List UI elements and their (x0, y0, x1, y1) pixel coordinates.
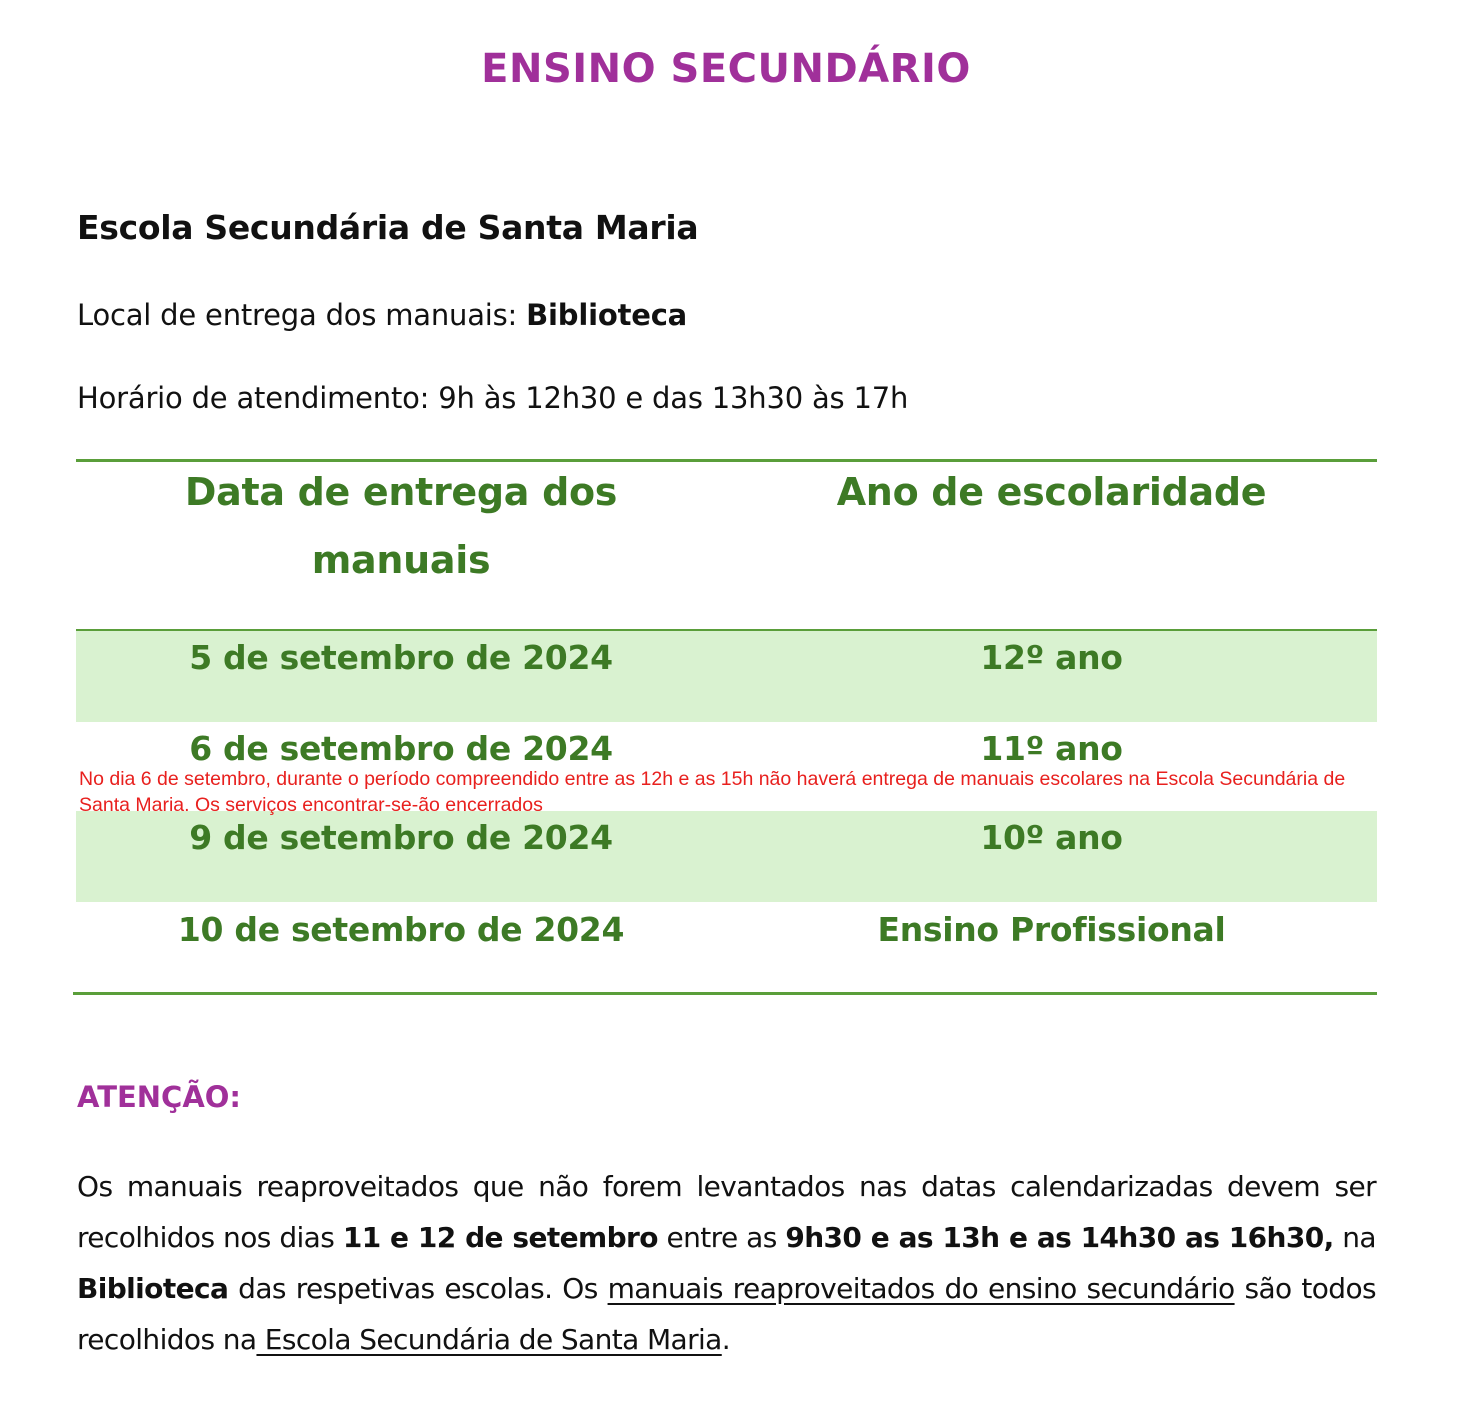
location-label: Local de entrega dos manuais: (77, 298, 527, 332)
header-school-year (726, 458, 1377, 526)
attention-heading: ATENÇÃO: (77, 1080, 242, 1114)
table-row-3-year: 10º ano (980, 818, 1123, 857)
attention-paragraph (77, 1161, 1376, 1365)
opening-hours: Horário de atendimento: 9h às 12h30 e das 13h30 às 17h (77, 381, 909, 415)
page-title: ENSINO SECUNDÁRIO (481, 46, 971, 92)
school-name: Escola Secundária de Santa Maria (77, 208, 699, 247)
delivery-location (77, 298, 687, 332)
attention-times: 9h30 e as 13h e as 14h30 as 16h30, (785, 1221, 1334, 1254)
table-row-4-year: Ensino Profissional (877, 910, 1226, 949)
attention-text-6: . (721, 1323, 731, 1356)
table-row-2-year: 11º ano (980, 729, 1123, 768)
attention-days: 11 e 12 de setembro (342, 1221, 658, 1254)
table-row-1-date: 5 de setembro de 2024 (189, 638, 613, 677)
table-row-1-year: 12º ano (980, 638, 1123, 677)
attention-text-5: são todos recolhidos na (77, 1272, 1377, 1356)
attention-place: Biblioteca (77, 1272, 229, 1305)
attention-text-3: na (1333, 1221, 1376, 1254)
table-bottom-rule (73, 992, 1377, 995)
table-row-2-date: 6 de setembro de 2024 (189, 729, 613, 768)
table-row-3-date: 9 de setembro de 2024 (189, 818, 613, 857)
closure-note: No dia 6 de setembro, durante o período compreendido entre as 12h e as 15h não haverá entrega de manuais escolares na Escola Secundária de Santa Maria. Os serviços encontrar-se-ão encerrados (79, 768, 1346, 816)
attention-text-2: entre as (657, 1221, 786, 1254)
attention-text-1: Os manuais reaproveitados que não forem levantados nas datas calendarizadas devem ser recolhidos nos dias (77, 1170, 1376, 1254)
attention-link-school: Escola Secundária de Santa Maria (256, 1323, 722, 1356)
attention-link-manuals: manuais reaproveitados do ensino secundário (607, 1272, 1235, 1305)
attention-text-4: das respetivas escolas. Os (228, 1272, 608, 1305)
header-school-year-text: Ano de escolaridade (836, 470, 1267, 514)
header-delivery-date (76, 458, 726, 594)
table-row-4-date: 10 de setembro de 2024 (177, 910, 625, 949)
location-value: Biblioteca (526, 298, 688, 332)
header-delivery-date-text: Data de entrega dos manuais (184, 470, 618, 582)
